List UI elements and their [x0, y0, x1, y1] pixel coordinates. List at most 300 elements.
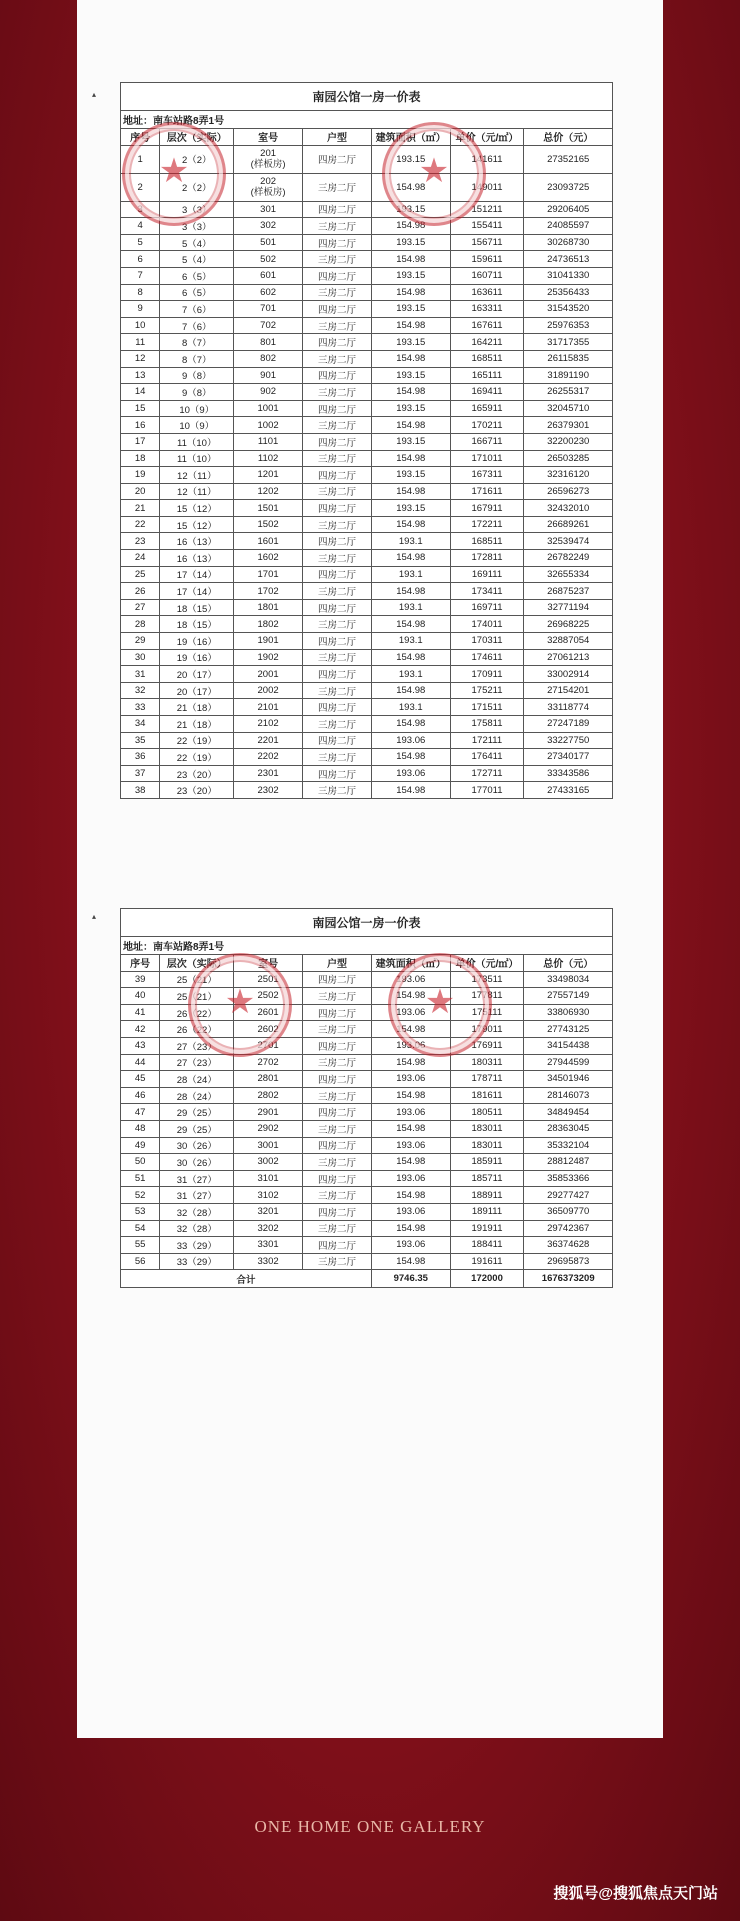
table-cell: 28（24）	[160, 1071, 234, 1088]
table-cell: 40	[121, 988, 160, 1005]
table-cell: 193.06	[371, 765, 450, 782]
table-cell: 180311	[450, 1054, 524, 1071]
table-row	[121, 467, 613, 484]
table-cell: 9	[121, 301, 160, 318]
price-sheet-2	[120, 908, 613, 1288]
table-cell: 14	[121, 384, 160, 401]
table-row	[121, 765, 613, 782]
table-cell: 31（27）	[160, 1170, 234, 1187]
table-cell: 801	[234, 334, 303, 351]
table-cell: 28363045	[524, 1120, 613, 1137]
table-cell: 167911	[450, 500, 524, 517]
table-cell: 7（6）	[160, 301, 234, 318]
table-cell: 193.15	[371, 433, 450, 450]
official-seal: ★	[382, 122, 486, 226]
table-cell: 183011	[450, 1120, 524, 1137]
table-cell: 27061213	[524, 649, 613, 666]
table-cell: 165111	[450, 367, 524, 384]
table-cell: 31543520	[524, 301, 613, 318]
table-cell: 10（9）	[160, 400, 234, 417]
table-cell: 31041330	[524, 267, 613, 284]
table-cell: 55	[121, 1237, 160, 1254]
table-row	[121, 173, 613, 201]
table-cell: 1701	[234, 566, 303, 583]
table-cell: 34501946	[524, 1071, 613, 1088]
table-row	[121, 516, 613, 533]
table-cell: 193.1	[371, 599, 450, 616]
table-cell: 601	[234, 267, 303, 284]
table-cell: 32432010	[524, 500, 613, 517]
table-cell: 160711	[450, 267, 524, 284]
table-cell: 166711	[450, 433, 524, 450]
col-header: 层次（实际）	[160, 129, 234, 146]
table-cell: 1001	[234, 400, 303, 417]
table-body	[121, 971, 613, 1270]
table-cell: 193.15	[371, 145, 450, 173]
table-cell: 22（19）	[160, 749, 234, 766]
table-cell: 30（26）	[160, 1154, 234, 1171]
table-cell: 51	[121, 1170, 160, 1187]
table-cell: 16（13）	[160, 533, 234, 550]
table-cell: 四房二厅	[303, 1137, 372, 1154]
table-cell: 172111	[450, 732, 524, 749]
table-row	[121, 1120, 613, 1137]
sheet-title: 南园公馆一房一价表	[121, 909, 613, 937]
table-cell: 31（27）	[160, 1187, 234, 1204]
table-cell: 901	[234, 367, 303, 384]
table-cell: 154.98	[371, 284, 450, 301]
table-cell: 154.98	[371, 749, 450, 766]
table-cell: 163311	[450, 301, 524, 318]
table-cell: 34849454	[524, 1104, 613, 1121]
table-cell: 2302	[234, 782, 303, 799]
table-row	[121, 1071, 613, 1088]
table-cell: 5	[121, 234, 160, 251]
price-sheet-1	[120, 82, 613, 799]
table-cell: 33（29）	[160, 1237, 234, 1254]
table-cell: 28812487	[524, 1154, 613, 1171]
table-cell: 31717355	[524, 334, 613, 351]
table-cell: 21（18）	[160, 699, 234, 716]
table-cell: 193.15	[371, 234, 450, 251]
table-cell: 175111	[450, 1004, 524, 1021]
table-cell: 154.98	[371, 716, 450, 733]
table-cell: 47	[121, 1104, 160, 1121]
table-row	[121, 1187, 613, 1204]
col-header: 序号	[121, 129, 160, 146]
table-cell: 193.15	[371, 334, 450, 351]
table-cell: 27（23）	[160, 1054, 234, 1071]
table-cell: 27	[121, 599, 160, 616]
table-cell: 902	[234, 384, 303, 401]
table-cell: 26（22）	[160, 1021, 234, 1038]
table-cell: 12	[121, 350, 160, 367]
table-cell: 32200230	[524, 433, 613, 450]
header-row	[121, 955, 613, 972]
table-cell: 17（14）	[160, 566, 234, 583]
table-cell: 16（13）	[160, 550, 234, 567]
table-cell	[234, 173, 303, 201]
table-cell: 13	[121, 367, 160, 384]
table-cell: 26115835	[524, 350, 613, 367]
table-cell: 170311	[450, 633, 524, 650]
table-cell: 193.06	[371, 1170, 450, 1187]
table-cell: 38	[121, 782, 160, 799]
table-cell: 四房二厅	[303, 301, 372, 318]
table-cell: 4	[121, 218, 160, 235]
table-cell: 154.98	[371, 1087, 450, 1104]
table-cell: 2801	[234, 1071, 303, 1088]
table-cell: 54	[121, 1220, 160, 1237]
table-cell: 20	[121, 483, 160, 500]
table-cell: 36509770	[524, 1203, 613, 1220]
table-cell: 1101	[234, 433, 303, 450]
table-cell: 三房二厅	[303, 483, 372, 500]
table-cell: 三房二厅	[303, 1187, 372, 1204]
col-header: 室号	[234, 955, 303, 972]
table-cell: 三房二厅	[303, 218, 372, 235]
table-cell: 三房二厅	[303, 1120, 372, 1137]
table-cell: 2	[121, 173, 160, 201]
table-cell: 175811	[450, 716, 524, 733]
table-cell: 24	[121, 550, 160, 567]
table-cell: 27557149	[524, 988, 613, 1005]
table-cell: 170211	[450, 417, 524, 434]
table-cell: 6	[121, 251, 160, 268]
table-row	[121, 971, 613, 988]
table-cell: 2（2）	[160, 145, 234, 173]
table-cell: 四房二厅	[303, 971, 372, 988]
table-cell: 28146073	[524, 1087, 613, 1104]
table-cell: 四房二厅	[303, 765, 372, 782]
table-row	[121, 682, 613, 699]
table-cell: 三房二厅	[303, 516, 372, 533]
table-cell: 11（10）	[160, 450, 234, 467]
table-cell: 2602	[234, 1021, 303, 1038]
table-cell: 三房二厅	[303, 173, 372, 201]
table-cell: 四房二厅	[303, 666, 372, 683]
table-cell: 11	[121, 334, 160, 351]
table-cell: 32	[121, 682, 160, 699]
table-cell: 802	[234, 350, 303, 367]
table-cell: 27944599	[524, 1054, 613, 1071]
table-cell: 169111	[450, 566, 524, 583]
table-cell: 32（28）	[160, 1203, 234, 1220]
table-row	[121, 1170, 613, 1187]
table-row	[121, 1203, 613, 1220]
sheet-address: 地址：南车站路8弄1号	[121, 937, 613, 955]
table-cell: 172711	[450, 765, 524, 782]
table-cell: 172211	[450, 516, 524, 533]
table-row	[121, 1004, 613, 1021]
table-cell: 175211	[450, 682, 524, 699]
table-cell: 27340177	[524, 749, 613, 766]
table-cell: 193.06	[371, 1137, 450, 1154]
table-cell: 155411	[450, 218, 524, 235]
table-cell: 3202	[234, 1220, 303, 1237]
table-cell: 33	[121, 699, 160, 716]
table-cell: 32887054	[524, 633, 613, 650]
table-cell: 31	[121, 666, 160, 683]
table-cell: 32771194	[524, 599, 613, 616]
table-cell: 18	[121, 450, 160, 467]
table-cell: 三房二厅	[303, 682, 372, 699]
table-cell: 171611	[450, 483, 524, 500]
table-cell: 1901	[234, 633, 303, 650]
table-cell: 29742367	[524, 1220, 613, 1237]
table-cell: 15（12）	[160, 500, 234, 517]
table-cell: 21	[121, 500, 160, 517]
table-cell: 35853366	[524, 1170, 613, 1187]
table-cell: 四房二厅	[303, 633, 372, 650]
table-cell: 193.15	[371, 267, 450, 284]
table-cell: 193.1	[371, 666, 450, 683]
table-cell: 42	[121, 1021, 160, 1038]
table-row	[121, 533, 613, 550]
table-cell: 三房二厅	[303, 988, 372, 1005]
sheet-address: 地址：南车站路8弄1号	[121, 111, 613, 129]
table-cell: 1	[121, 145, 160, 173]
table-cell: 8	[121, 284, 160, 301]
table-cell: 32045710	[524, 400, 613, 417]
table-cell: 39	[121, 971, 160, 988]
table-cell: 302	[234, 218, 303, 235]
table-cell: 四房二厅	[303, 201, 372, 218]
table-cell: 20（17）	[160, 682, 234, 699]
table-cell: 602	[234, 284, 303, 301]
table-cell: 702	[234, 317, 303, 334]
table-cell: 156711	[450, 234, 524, 251]
table-cell: 176411	[450, 749, 524, 766]
table-cell: 301	[234, 201, 303, 218]
table-cell: 193.06	[371, 732, 450, 749]
table-cell: 159611	[450, 251, 524, 268]
table-cell: 172811	[450, 550, 524, 567]
table-cell: 12（11）	[160, 483, 234, 500]
table-cell: 25（21）	[160, 971, 234, 988]
table-body	[121, 145, 613, 798]
table-cell: 25976353	[524, 317, 613, 334]
table-cell: 193.1	[371, 699, 450, 716]
table-cell: 3（3）	[160, 218, 234, 235]
table-cell: 26379301	[524, 417, 613, 434]
table-cell: 19	[121, 467, 160, 484]
table-cell: 27154201	[524, 682, 613, 699]
table-cell: 19（16）	[160, 649, 234, 666]
table-cell: 193.15	[371, 301, 450, 318]
table-cell: 9（8）	[160, 367, 234, 384]
table-cell: 三房二厅	[303, 749, 372, 766]
table-cell: 19（16）	[160, 633, 234, 650]
table-cell: 154.98	[371, 218, 450, 235]
table-cell: 193.1	[371, 566, 450, 583]
col-header: 户型	[303, 955, 372, 972]
table-cell: 154.98	[371, 516, 450, 533]
table-cell: 167611	[450, 317, 524, 334]
table-cell: 168511	[450, 350, 524, 367]
table-cell: 30268730	[524, 234, 613, 251]
table-cell: 27743125	[524, 1021, 613, 1038]
table-cell: 52	[121, 1187, 160, 1204]
table-cell: 27247189	[524, 716, 613, 733]
table-row	[121, 566, 613, 583]
table-cell: 四房二厅	[303, 234, 372, 251]
table-cell: 2502	[234, 988, 303, 1005]
table-cell: 178711	[450, 1071, 524, 1088]
table-cell: 28（24）	[160, 1087, 234, 1104]
table-cell: 31891190	[524, 367, 613, 384]
table-cell: 5（4）	[160, 251, 234, 268]
table-cell: 46	[121, 1087, 160, 1104]
table-row	[121, 483, 613, 500]
col-header: 总价（元）	[524, 955, 613, 972]
table-cell: 149011	[450, 173, 524, 201]
table-row	[121, 267, 613, 284]
table-cell: 1501	[234, 500, 303, 517]
table-cell: 3302	[234, 1253, 303, 1270]
table-row	[121, 367, 613, 384]
table-cell: 32316120	[524, 467, 613, 484]
table-cell: 1801	[234, 599, 303, 616]
table-cell: 154.98	[371, 483, 450, 500]
table-cell: 三房二厅	[303, 1054, 372, 1071]
table-row	[121, 500, 613, 517]
sheet-title: 南园公馆一房一价表	[121, 83, 613, 111]
table-cell: 四房二厅	[303, 732, 372, 749]
table-cell: 四房二厅	[303, 500, 372, 517]
table-cell: 168511	[450, 533, 524, 550]
table-cell: 25	[121, 566, 160, 583]
table-cell: 53	[121, 1203, 160, 1220]
table-cell: 三房二厅	[303, 1253, 372, 1270]
total-label: 合计	[121, 1270, 372, 1288]
table-row	[121, 1087, 613, 1104]
table-cell: 三房二厅	[303, 317, 372, 334]
table-cell: 154.98	[371, 450, 450, 467]
table-cell: 四房二厅	[303, 599, 372, 616]
table-cell: 三房二厅	[303, 716, 372, 733]
table-cell: 193.06	[371, 1037, 450, 1054]
table-cell: 3001	[234, 1137, 303, 1154]
room-number: 201 (样板房)	[250, 148, 286, 171]
table-row	[121, 716, 613, 733]
table-cell: 193.15	[371, 400, 450, 417]
table-cell: 30	[121, 649, 160, 666]
table-row	[121, 1104, 613, 1121]
table-cell: 三房二厅	[303, 1220, 372, 1237]
table-row	[121, 988, 613, 1005]
table-cell: 154.98	[371, 1054, 450, 1071]
table-cell: 177811	[450, 988, 524, 1005]
table-cell: 29695873	[524, 1253, 613, 1270]
table-cell: 10	[121, 317, 160, 334]
total-unit-price: 172000	[450, 1270, 524, 1288]
table-cell: 四房二厅	[303, 334, 372, 351]
table-cell: 193.06	[371, 1071, 450, 1088]
table-cell: 189111	[450, 1203, 524, 1220]
table-cell: 154.98	[371, 1021, 450, 1038]
table-cell: 16	[121, 417, 160, 434]
table-cell: 15	[121, 400, 160, 417]
table-cell: 154.98	[371, 583, 450, 600]
table-cell: 502	[234, 251, 303, 268]
table-cell: 37	[121, 765, 160, 782]
table-cell: 20（17）	[160, 666, 234, 683]
table-row	[121, 599, 613, 616]
table-cell: 三房二厅	[303, 1087, 372, 1104]
table-row	[121, 633, 613, 650]
official-seal: ★	[188, 953, 292, 1057]
table-cell: 176911	[450, 1037, 524, 1054]
table-cell: 26255317	[524, 384, 613, 401]
table-cell: 501	[234, 234, 303, 251]
header-row	[121, 129, 613, 146]
table-cell: 3102	[234, 1187, 303, 1204]
table-cell: 28	[121, 616, 160, 633]
table-cell: 四房二厅	[303, 566, 372, 583]
table-cell: 141611	[450, 145, 524, 173]
table-cell: 50	[121, 1154, 160, 1171]
table-cell: 169411	[450, 384, 524, 401]
total-area: 9746.35	[371, 1270, 450, 1288]
table-cell: 154.98	[371, 682, 450, 699]
table-cell: 四房二厅	[303, 1104, 372, 1121]
table-row	[121, 251, 613, 268]
table-cell: 193.1	[371, 633, 450, 650]
table-cell: 18（15）	[160, 599, 234, 616]
table-cell: 2001	[234, 666, 303, 683]
table-cell: 17（14）	[160, 583, 234, 600]
table-row	[121, 317, 613, 334]
source-watermark: 搜狐号@搜狐焦点天门站	[553, 1885, 718, 1902]
table-cell: 56	[121, 1253, 160, 1270]
table-cell: 四房二厅	[303, 145, 372, 173]
table-cell: 9（8）	[160, 384, 234, 401]
table-cell: 1002	[234, 417, 303, 434]
table-cell: 193.15	[371, 500, 450, 517]
table-cell: 10（9）	[160, 417, 234, 434]
table-cell: 34	[121, 716, 160, 733]
table-cell: 四房二厅	[303, 367, 372, 384]
table-cell: 四房二厅	[303, 1170, 372, 1187]
table-row	[121, 699, 613, 716]
table-cell: 21（18）	[160, 716, 234, 733]
table-cell: 3101	[234, 1170, 303, 1187]
table-cell: 23093725	[524, 173, 613, 201]
table-cell: 29（25）	[160, 1104, 234, 1121]
room-number: 202 (样板房)	[250, 176, 286, 199]
table-cell: 48	[121, 1120, 160, 1137]
col-header: 室号	[234, 129, 303, 146]
table-cell: 165911	[450, 400, 524, 417]
table-cell: 3002	[234, 1154, 303, 1171]
table-cell: 33227750	[524, 732, 613, 749]
table-cell: 193.06	[371, 1203, 450, 1220]
table-cell: 170911	[450, 666, 524, 683]
table-cell: 1502	[234, 516, 303, 533]
table-cell: 1902	[234, 649, 303, 666]
official-seal: ★	[122, 122, 226, 226]
col-header: 序号	[121, 955, 160, 972]
table-cell: 2002	[234, 682, 303, 699]
table-cell: 三房二厅	[303, 550, 372, 567]
table-row	[121, 782, 613, 799]
table-cell: 四房二厅	[303, 1037, 372, 1054]
table-cell: 三房二厅	[303, 616, 372, 633]
table-cell: 179011	[450, 1021, 524, 1038]
table-cell: 三房二厅	[303, 450, 372, 467]
col-header: 单价（元/㎡）	[450, 955, 524, 972]
